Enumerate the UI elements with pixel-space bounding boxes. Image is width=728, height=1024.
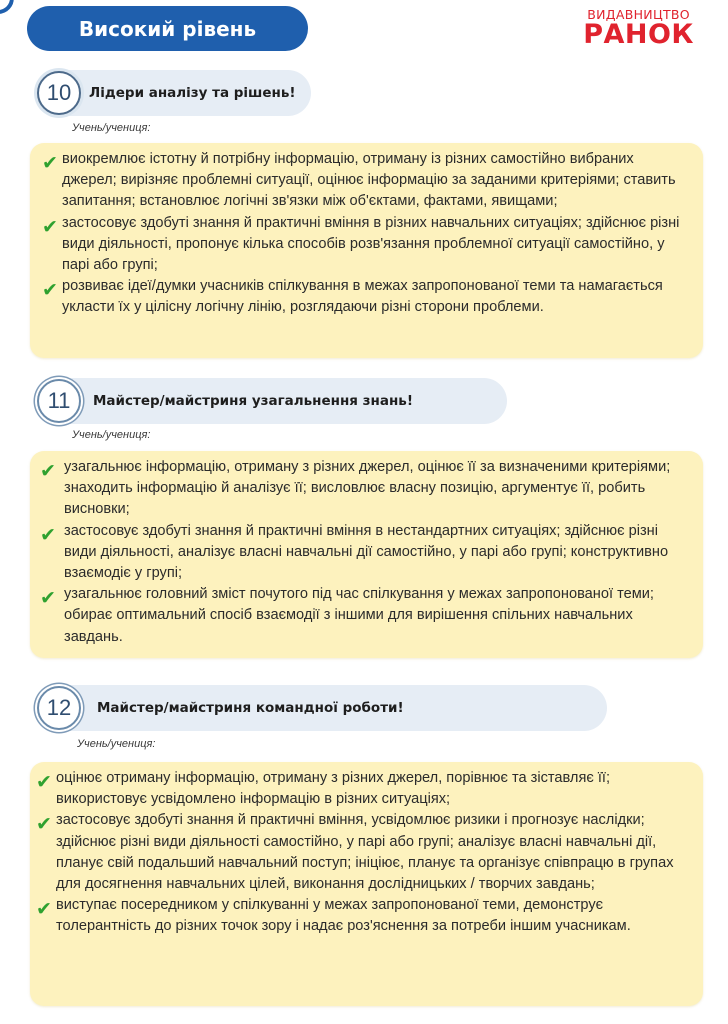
section-header-11 xyxy=(37,378,507,424)
section-title: Майстер/майстриня командної роботи! xyxy=(97,700,404,716)
section-header-12 xyxy=(37,685,607,731)
decorative-arc xyxy=(0,0,17,17)
criteria-text: розвиває ідеї/думки учасників спілкування в межах запропонованої теми та намагається укласти їх у цілісну логічну лінію, розглядаючи різні сторони проблеми. xyxy=(62,278,663,316)
section-title: Лідери аналізу та рішень! xyxy=(89,85,296,101)
criteria-text: узагальнює головний зміст почутого під час спілкування у межах запропонованої теми; обирає оптимальний спосіб взаємодії з іншими для вирішення спільних навчальних завдань. xyxy=(64,586,654,645)
check-icon: ✔ xyxy=(36,771,52,793)
student-label: Учень/учениця: xyxy=(72,429,151,441)
criteria-text: оцінює отриману інформацію, отриману з різних джерел, порівнює та зіставляє її; використовує усвідомлено інформацію в різних ситуаціях; xyxy=(56,770,611,808)
criteria-text: узагальнює інформацію, отриману з різних джерел, оцінює її за визначеними критеріями; знаходить інформацію й аналізує її; висловлює власну позицію, аргументує її, робить висновки; xyxy=(64,459,671,518)
criteria-item xyxy=(36,768,685,810)
criteria-item xyxy=(42,213,685,277)
criteria-card-12 xyxy=(30,762,703,1006)
check-icon: ✔ xyxy=(40,460,56,482)
section-header-10 xyxy=(37,70,311,116)
criteria-item xyxy=(42,149,685,213)
section-title: Майстер/майстриня узагальнення знань! xyxy=(93,393,413,409)
criteria-item xyxy=(36,895,685,937)
check-icon: ✔ xyxy=(36,813,52,836)
student-label: Учень/учениця: xyxy=(77,738,156,750)
section-number-badge xyxy=(37,71,81,115)
criteria-text: застосовує здобуті знання й практичні вміння в нестандартних ситуаціях; здійснює різні види діяльності, аналізує власні навчальні дії самостійно, у парі або групі; конструктивно взаємодіє у групі; xyxy=(64,522,669,582)
criteria-card-10 xyxy=(30,143,703,358)
check-icon: ✔ xyxy=(36,898,52,921)
check-icon: ✔ xyxy=(40,587,56,610)
section-number: 12 xyxy=(46,695,72,720)
criteria-card-11 xyxy=(30,451,703,658)
check-icon: ✔ xyxy=(40,523,56,546)
publisher-logo xyxy=(583,8,694,48)
criteria-item xyxy=(42,276,685,318)
criteria-item xyxy=(40,457,685,521)
criteria-text: виступає посередником у спілкуванні у межах запропонованої теми, демонструє толерантність до різних точок зору і надає роз'яснення за потреби іншим учасникам. xyxy=(56,897,631,935)
section-number-badge xyxy=(37,686,81,730)
criteria-item xyxy=(40,584,685,648)
criteria-text: застосовує здобуті знання й практичні вміння в різних навчальних ситуаціях; здійснює різні види діяльності, пропонує кілька способів розв'язання проблемної ситуації самостійно, у парі або групі; xyxy=(62,214,680,274)
criteria-item xyxy=(40,521,685,585)
section-number: 10 xyxy=(46,80,72,105)
student-label: Учень/учениця: xyxy=(72,122,151,134)
level-title: Високий рівень xyxy=(78,16,257,41)
criteria-text: застосовує здобуті знання й практичні вміння, усвідомлює ризики і прогнозує наслідки; здійснює різні види діяльності самостійно, у парі або групі; аналізує власні навчальні дії, планує свій подальший навчальний поступ; ініціює, планує та організує співпрацю в групах для досягнення навчальних цілей, виконання дослідницьких / творчих завдань; xyxy=(56,812,674,893)
check-icon: ✔ xyxy=(42,152,58,174)
logo-small-text: ВИДАВНИЦТВО xyxy=(587,7,690,22)
check-icon: ✔ xyxy=(42,215,58,238)
criteria-item xyxy=(36,810,685,895)
section-number: 11 xyxy=(47,388,71,413)
criteria-text: виокремлює істотну й потрібну інформацію, отриману із різних самостійно вибраних джерел; вирізняє проблемні ситуації, оцінює інформацію за заданими критеріями; ставить запитання; встановлює логічні зв'язки між об'єктами, фактами, явищами; xyxy=(62,151,676,210)
level-title-badge xyxy=(27,6,308,51)
check-icon: ✔ xyxy=(42,279,58,302)
logo-big-text: РАНОК xyxy=(583,19,694,50)
section-number-badge xyxy=(37,379,81,423)
